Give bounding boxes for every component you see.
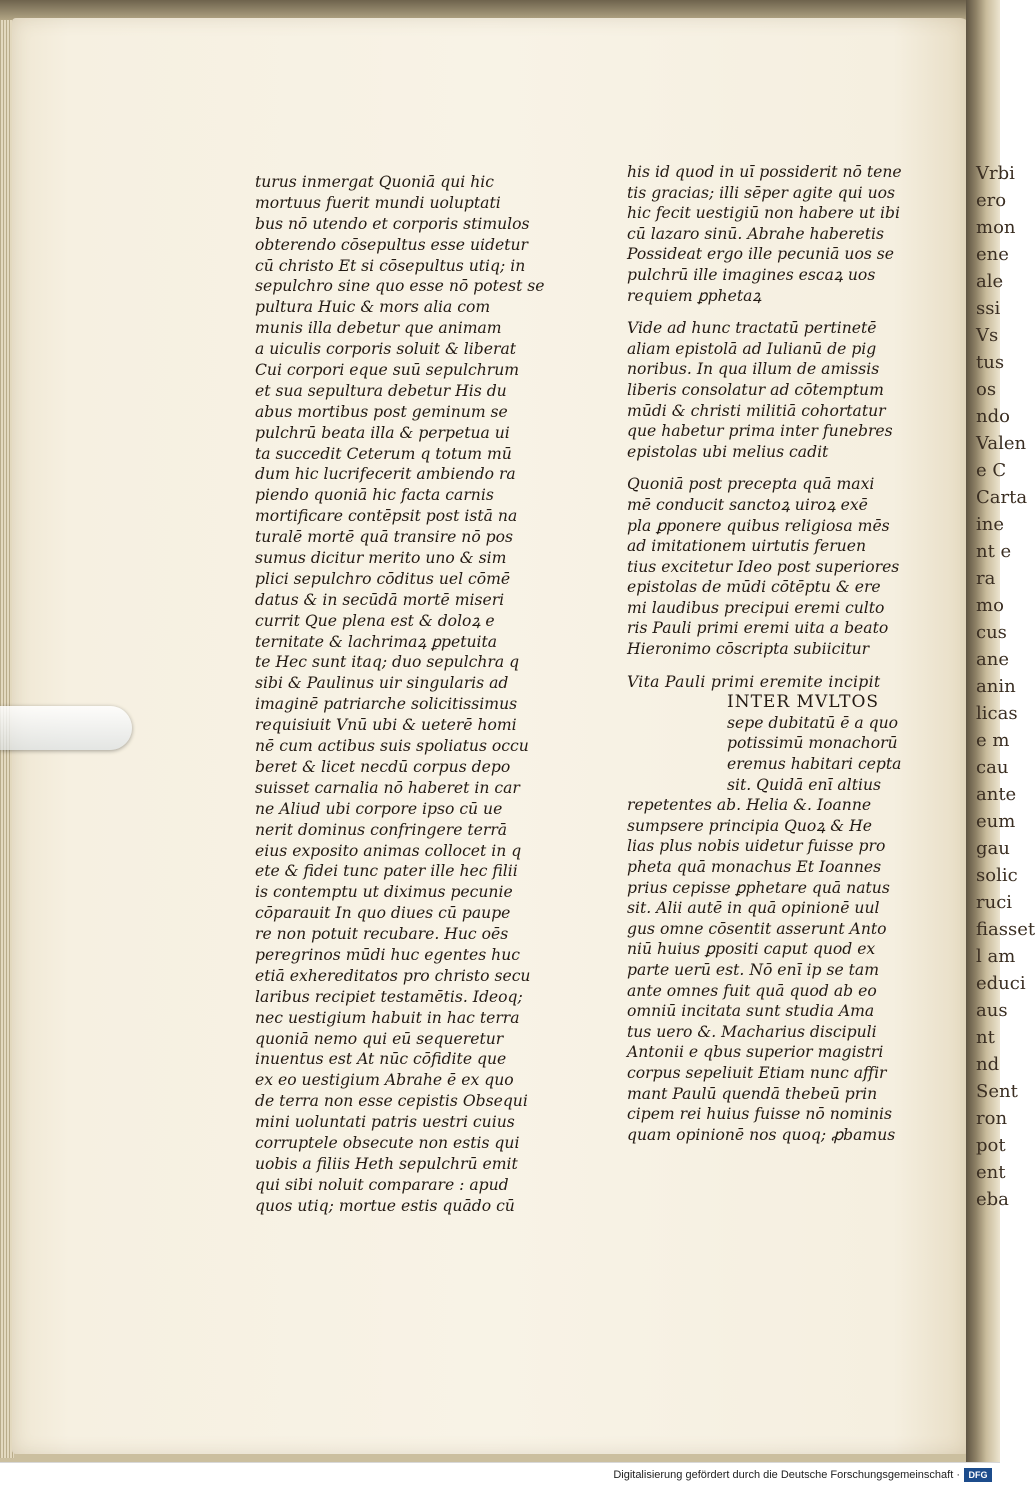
text-line: mortuus fuerit mundi uoluptati: [255, 193, 501, 212]
next-page-fragment: Vs: [976, 325, 999, 346]
text-line: sit. Quidā enī altius: [727, 775, 882, 794]
next-page-fragment: Vrbi: [976, 163, 1015, 184]
next-page-fragment: solic: [976, 865, 1018, 886]
text-line: corpus sepeliuit Etiam nunc affir: [627, 1063, 887, 1082]
text-line: gus omne cōsentit asserunt Anto: [627, 919, 887, 938]
text-line: potissimū monachorū: [727, 734, 898, 753]
text-line: plici sepulchro cōditus uel cōmē: [255, 569, 511, 588]
next-page-fragment: eba: [976, 1189, 1009, 1210]
footer-text: Digitalisierung gefördert durch die Deutsche Forschungsgemeinschaft ·: [613, 1469, 960, 1481]
next-page-fragment: nd: [976, 1054, 1000, 1075]
text-line: requiem ꝑphetaꝝ: [627, 286, 762, 305]
text-line: cū christo Et si cōsepultus utiq; in: [255, 256, 526, 275]
text-line: laribus recipiet testamētis. Ideoq;: [255, 987, 523, 1006]
text-line: his id quod in uī possiderit nō tene: [627, 163, 902, 181]
text-line: epistolas ubi melius cadit: [627, 442, 829, 461]
text-line: pheta quā monachus Et Ioannes: [627, 858, 882, 876]
text-line: mē conducit sanctoꝝ uiroꝝ exē: [627, 495, 868, 514]
text-line: ta succedit Ceterum q totum mū: [255, 444, 512, 463]
next-page-fragment: ale: [976, 271, 1004, 292]
text-line: ex eo uestigium Abrahe ē ex quo: [255, 1071, 514, 1090]
text-line: eremus habitari cepta: [727, 755, 902, 774]
bookmark-strip: [0, 706, 132, 750]
text-line: tus uero &. Macharius discipuli: [627, 1022, 877, 1041]
text-line: etiā exhereditatos pro christo secu: [255, 966, 531, 985]
text-line: is contemptu ut diximus pecunie: [255, 883, 513, 902]
text-line: mant Paulū quendā thebeū prin: [627, 1084, 878, 1103]
next-page-fragment: cus: [976, 622, 1007, 643]
text-line: turalē mortē quā transire nō pos: [255, 528, 514, 547]
next-page-fragment: nt: [976, 1027, 995, 1048]
next-page-fragment: eum: [976, 811, 1016, 832]
next-page-fragment: Valen: [976, 433, 1027, 454]
text-line: noribus. In qua illum de amissis: [627, 360, 880, 379]
next-page-fragment: ane: [976, 649, 1009, 670]
text-line: Possideat ergo ille pecuniā uos se: [627, 245, 895, 264]
text-line: turus inmergat Quoniā qui hic: [255, 173, 495, 191]
text-line: prius cepisse ꝑphetare quā natus: [627, 878, 890, 897]
text-line: que habetur prima inter funebres: [627, 422, 893, 441]
text-line: mini uoluntati patris uestri cuius: [255, 1113, 515, 1132]
text-line: obterendo cōsepultus esse uidetur: [255, 235, 528, 254]
next-page-fragment: ssi: [976, 298, 1001, 319]
next-page-fragment: ron: [976, 1108, 1008, 1129]
text-line: sibi & Paulinus uir singularis ad: [255, 674, 509, 693]
text-line: Vide ad hunc tractatū pertinetē: [627, 319, 877, 338]
next-page-fragment: ra: [976, 568, 996, 589]
text-line: epistolas de mūdi cōtēptu & ere: [627, 578, 881, 597]
text-line: et sua sepultura debetur His du: [255, 381, 507, 400]
text-line: inuentus est At nūc cōfidite que: [255, 1050, 507, 1069]
text-line: re non potuit recubare. Huc oēs: [255, 925, 509, 944]
text-line: sumus dicitur merito uno & sim: [255, 549, 507, 568]
dfg-logo: DFG: [964, 1468, 992, 1482]
text-line: Antonii e qbus superior magistri: [627, 1043, 884, 1062]
text-line: dum hic lucrifecerit ambiendo ra: [255, 465, 516, 484]
next-page-fragment: licas: [976, 703, 1018, 724]
text-line: quam opinionē nos quoq; ꝓbamus: [627, 1125, 896, 1144]
next-page-fragment: nt e: [976, 541, 1012, 562]
next-page-fragment: pot: [976, 1135, 1006, 1156]
next-page-fragment: educi: [976, 973, 1026, 994]
text-line: niū huius ꝑpositi caput quod ex: [627, 940, 876, 959]
left-text-column: [255, 172, 545, 1217]
next-page-fragment: anin: [976, 676, 1016, 697]
next-page-fragment: Carta: [976, 487, 1028, 508]
text-line: quoniā nemo qui eū sequeretur: [255, 1029, 504, 1048]
next-page-fragment: ndo: [976, 406, 1010, 427]
text-line: mūdi & christi militiā cohortatur: [627, 401, 886, 420]
text-line: ne Aliud ubi corpore ipso cū ue: [255, 799, 503, 818]
right-block-2: [627, 318, 902, 462]
right-text-column: [627, 162, 902, 1145]
text-line: datus & in secūdā mortē miseri: [255, 590, 505, 609]
next-page-fragment: l am: [976, 946, 1016, 967]
text-line: sepulchro sine quo esse nō potest se: [255, 277, 545, 296]
right-block-1: [627, 162, 902, 306]
text-line: pultura Huic & mors alia com: [255, 298, 491, 317]
text-line: corruptele obsecute non estis qui: [255, 1133, 520, 1152]
next-page-fragment: cau: [976, 757, 1009, 778]
text-line: cū lazaro sinū. Abrahe haberetis: [627, 224, 885, 243]
text-line: pulchrū beata illa & perpetua ui: [255, 423, 510, 442]
text-line: bus nō utendo et corporis stimulos: [255, 214, 530, 233]
text-line: lias plus nobis uidetur fuisse pro: [627, 837, 886, 856]
text-line: hic fecit uestigiū non habere ut ibi: [627, 204, 901, 223]
text-line: aliam epistolā ad Iulianū de pig: [627, 339, 877, 358]
right-block-4: [627, 795, 902, 1145]
next-page-fragment: aus: [976, 1000, 1008, 1021]
text-line: sumpsere principia Quoꝝ & He: [627, 816, 872, 835]
text-line: quos utiq; mortue estis quādo cū: [255, 1196, 515, 1215]
text-line: pla ꝑponere quibus religiosa mēs: [627, 516, 890, 535]
next-page-fragment: Sent: [976, 1081, 1018, 1102]
text-line: pulchrū ille imagines escaꝝ uos: [627, 265, 876, 284]
text-line: piendo quoniā hic facta carnis: [255, 486, 494, 505]
text-line: ete & fidei tunc pater ille hec filii: [255, 862, 518, 881]
next-page-fragment: ruci: [976, 892, 1013, 913]
text-line: Hieronimo cōscripta subiicitur: [627, 640, 870, 659]
text-line: ternitate & lachrimaꝝ ꝑpetuita: [255, 632, 498, 651]
next-page-fragment: mon: [976, 217, 1016, 238]
text-line: tius excitetur Ideo post superiores: [627, 557, 900, 576]
text-line: imaginē patriarche solicitissimus: [255, 695, 518, 714]
text-line: sepe dubitatū ē a quo: [727, 713, 899, 732]
next-page-fragment: e m: [976, 730, 1010, 751]
next-page-fragment: ent: [976, 1162, 1006, 1183]
text-line: parte uerū est. Nō enī ip se tam: [627, 960, 879, 979]
text-line: abus mortibus post geminum se: [255, 402, 508, 421]
text-line: mortificare contēpsit post istā na: [255, 507, 518, 526]
text-line: nē cum actibus suis spoliatus occu: [255, 737, 529, 756]
text-line: omniū incitata sunt studia Ama: [627, 1002, 875, 1021]
text-line: currit Que plena est & doloꝝ e: [255, 611, 495, 630]
text-line: liberis consolatur ad cōtemptum: [627, 380, 884, 399]
incipit-capitals: INTER MVLTOS: [727, 692, 880, 713]
text-line: tis gracias; illi sēper agite qui uos: [627, 183, 896, 202]
incipit-indented-lines: [627, 713, 902, 795]
next-page-fragment: os: [976, 379, 997, 400]
text-line: nerit dominus confringere terrā: [255, 820, 508, 839]
next-page-fragments: [976, 160, 1035, 1460]
text-line: ad imitationem uirtutis feruen: [627, 537, 866, 556]
text-line: peregrinos mūdi huc egentes huc: [255, 945, 520, 964]
text-line: Cui corpori eque suū sepulchrum: [255, 361, 520, 380]
next-page-fragment: ero: [976, 190, 1007, 211]
footer-bar: [0, 1462, 1000, 1488]
text-line: cōparauit In quo diues cū paupe: [255, 904, 511, 923]
text-line: munis illa debetur que animam: [255, 319, 502, 338]
next-page-fragment: fiasset: [976, 919, 1035, 940]
text-line: mi laudibus precipui eremi culto: [627, 598, 885, 617]
right-block-3: [627, 474, 902, 659]
text-line: requisiuit Vnū ubi & ueterē homi: [255, 716, 517, 735]
text-line: ante omnes fuit quā quod ab eo: [627, 981, 877, 1000]
rubric-heading: Vita Pauli primi eremite incipit: [627, 672, 881, 691]
text-line: nec uestigium habuit in hac terra: [255, 1008, 520, 1027]
next-page-fragment: ene: [976, 244, 1009, 265]
next-page-fragment: gau: [976, 838, 1010, 859]
text-line: de terra non esse cepistis Obsequi: [255, 1092, 528, 1111]
text-line: te Hec sunt itaq; duo sepulchra q: [255, 653, 520, 672]
text-line: sit. Alii autē in quā opinionē uul: [627, 899, 880, 918]
text-line: cipem rei huius fuisse nō nominis: [627, 1105, 892, 1124]
text-line: ris Pauli primi eremi uita a beato: [627, 619, 889, 638]
next-page-fragment: ine: [976, 514, 1005, 535]
text-line: repetentes ab. Helia &. Ioanne: [627, 796, 872, 815]
text-line: beret & licet necdū corpus depo: [255, 757, 511, 776]
next-page-fragment: ante: [976, 784, 1017, 805]
next-page-fragment: tus: [976, 352, 1005, 373]
text-line: suisset carnalia nō haberet in car: [255, 778, 520, 797]
next-page-fragment: e C: [976, 460, 1007, 481]
text-line: uobis a filiis Heth sepulchrū emit: [255, 1154, 518, 1173]
text-line: Quoniā post precepta quā maxi: [627, 475, 875, 494]
text-line: eius exposito animas collocet in q: [255, 841, 522, 860]
next-page-fragment: mo: [976, 595, 1004, 616]
text-line: a uiculis corporis soluit & liberat: [255, 340, 517, 359]
text-line: qui sibi noluit comparare : apud: [255, 1175, 509, 1194]
